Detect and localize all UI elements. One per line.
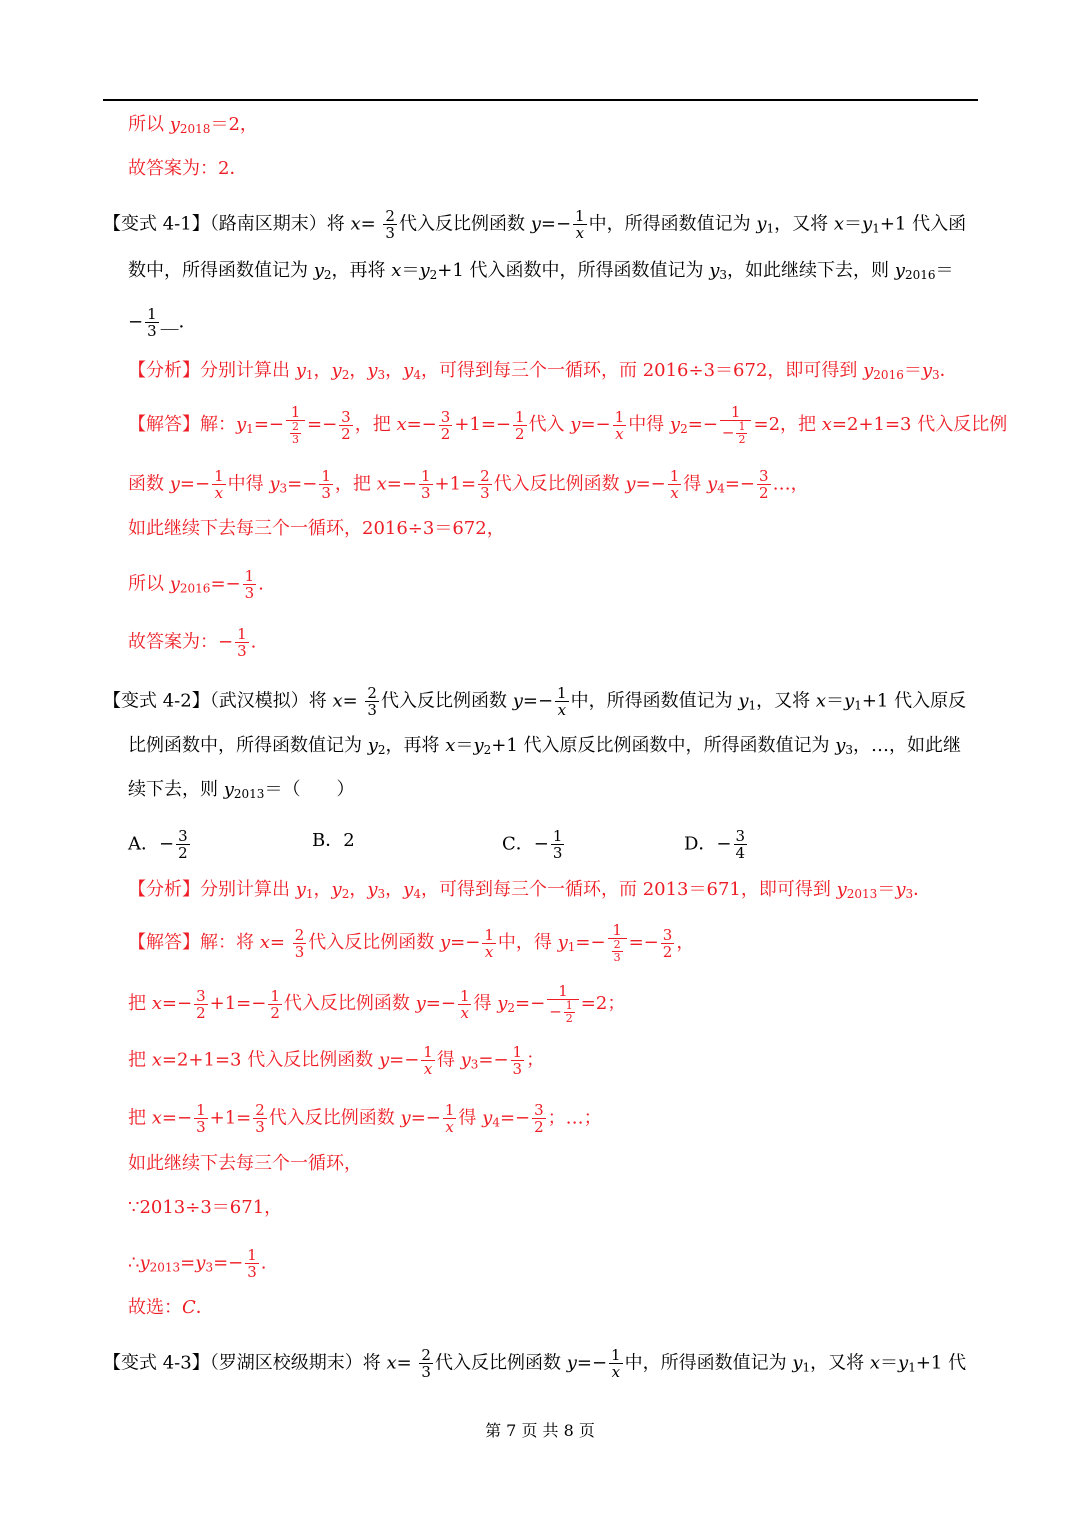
- solution-text: 把 x=− $\frac{3}{2}$ +1=− $\frac{1}{2}$ 代入反比例函数 y=− $\frac{1}{x}$ 得 $y_2=-$ 1 − $\frac{1}{2}$ =2；: [128, 982, 626, 1025]
- solution-text: $\therefore y_{2013}=y_3=-$ $\frac{1}{3}$ .: [128, 1246, 267, 1281]
- option-c: C．− $\frac{1}{3}$: [502, 827, 563, 862]
- problem-title: 【变式 4-2】（武汉模拟）将 x= $\frac{2}{3}$ 代入反比例函数 y=− $\frac{1}{x}$ 中，所得函数值记为 $y_1$，又将 $x=y_1+1$ 代入原反: [103, 684, 967, 719]
- solution-text: 【解答】解：$y_1=-$ $\frac{1}{\frac{2}{3}}$ =− $\frac{3}{2}$ ，把 x=− $\frac{3}{2}$ +1=− $\frac{1}{2}$ 代入 y=− $\frac{1}{x}$ 中得 $y_2=-$ 1 − $\frac{1}{2}$ =2，把 x=2+1=3 代入反比例: [128, 403, 1008, 446]
- solution-text: 把 x=− $\frac{1}{3}$ +1= $\frac{2}{3}$ 代入反比例函数 y=− $\frac{1}{x}$ 得 $y_4=-$ $\frac{3}{2}$ ；…；: [128, 1101, 602, 1136]
- solution-text: 【解答】解：将 x= $\frac{2}{3}$ 代入反比例函数 y=− $\frac{1}{x}$ 中，得 $y_1=-$ $\frac{1}{\frac{2}{3}}$ =− $\frac{3}{2}$ ，: [128, 921, 695, 964]
- solution-text: ∵2013÷3＝671，: [128, 1197, 283, 1218]
- solution-text: 如此继续下去每三个一循环，: [128, 1153, 362, 1174]
- problem-answer-blank: − $\frac{1}{3}$ ＿．: [128, 305, 197, 340]
- page-footer: 第 7 页 共 8 页: [485, 1421, 595, 1440]
- option-d: D．− $\frac{3}{4}$: [684, 827, 746, 862]
- problem-text: 数中，所得函数值记为 $y_2$，再将 $x=y_2+1$ 代入函数中，所得函数值记为 $y_3$，如此继续下去，则 $y_{2016}=$: [128, 260, 954, 282]
- option-b: B．2: [312, 830, 355, 851]
- solution-text: 把 x=2+1=3 代入反比例函数 y=− $\frac{1}{x}$ 得 $y_3=-$ $\frac{1}{3}$ ；: [128, 1043, 545, 1078]
- solution-text: 所以 $y_{2016}=-$ $\frac{1}{3}$ .: [128, 567, 264, 602]
- analysis-text: 【分析】分别计算出 $y_1$，$y_2$，$y_3$，$y_4$，可得到每三个一循环，而 2016÷3＝672，即可得到 $y_{2016}=y_3$．: [128, 360, 958, 382]
- answer-line: 所以 $y_{2018}=2$，: [128, 114, 258, 136]
- solution-text: 故答案为：− $\frac{1}{3}$ .: [128, 625, 257, 660]
- analysis-text: 【分析】分别计算出 $y_1$，$y_2$，$y_3$，$y_4$，可得到每三个一循环，而 2013＝671，即可得到 $y_{2013}=y_3$．: [128, 879, 932, 901]
- solution-text: 故选：C．: [128, 1297, 214, 1318]
- solution-text: 如此继续下去每三个一循环，2016÷3＝672，: [128, 518, 505, 539]
- option-a: A．− $\frac{3}{2}$: [128, 827, 188, 862]
- problem-text: 续下去，则 $y_{2013}=$（ ）: [128, 779, 355, 801]
- problem-title: 【变式 4-3】（罗湖区校级期末）将 x= $\frac{2}{3}$ 代入反比例函数 y=− $\frac{1}{x}$ 中，所得函数值记为 $y_1$，又将 $x=y_1+1$ 代: [103, 1346, 967, 1381]
- problem-title: 【变式 4-1】（路南区期末）将 x= $\frac{2}{3}$ 代入反比例函数 y=− $\frac{1}{x}$ 中，所得函数值记为 $y_1$，又将 $x=y_1+1$ 代入函: [103, 207, 967, 242]
- answer-line: 故答案为：2．: [128, 158, 248, 179]
- problem-text: 比例函数中，所得函数值记为 $y_2$，再将 $x=y_2+1$ 代入原反比例函数中，所得函数值记为 $y_3$，…，如此继: [128, 735, 962, 757]
- solution-text: 函数 y=− $\frac{1}{x}$ 中得 $y_3=-$ $\frac{1}{3}$ ，把 x=− $\frac{1}{3}$ +1= $\frac{2}{3}$ 代入反比例函数 y=− $\frac{1}{x}$ 得 $y_4=-$ $\frac{3}{2}$ …，: [128, 467, 809, 502]
- header-rule: [103, 99, 978, 101]
